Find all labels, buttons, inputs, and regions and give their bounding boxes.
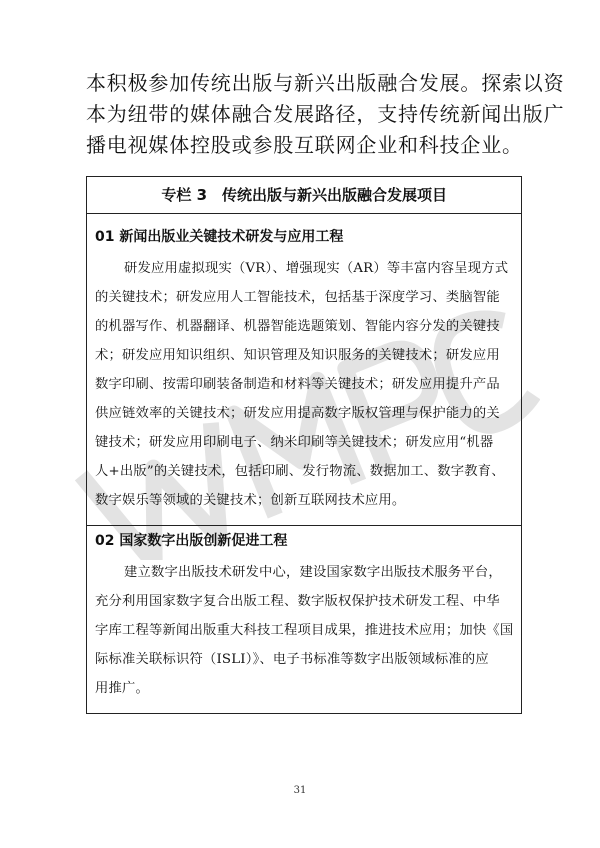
body-line: 数字娱乐等领域的关键技术；创新互联网技术应用。 xyxy=(95,493,406,508)
body-line: 际标准关联标识符（ISLI）》、电子书标准等数字出版领域标准的应 xyxy=(95,652,489,667)
body-line: 的关键技术；研发应用人工智能技术，包括基于深度学习、类脑智能 xyxy=(95,290,500,305)
body-line: 研发应用虚拟现实（VR）、增强现实（AR）等丰富内容呈现方式 xyxy=(124,261,509,276)
section-body xyxy=(87,252,521,525)
box-title: 专栏 3 传统出版与新兴出版融合发展项目 xyxy=(87,177,522,214)
body-line: 字库工程等新闻出版重大科技工程项目成果，推进技术应用；加快《国 xyxy=(95,623,514,638)
box-section-2 xyxy=(87,526,522,714)
intro-line: 本为纽带的媒体融合发展路径，支持传统新闻出版广 xyxy=(86,102,565,126)
intro-paragraph xyxy=(86,68,565,161)
body-line: 建立数字出版技术研发中心，建设国家数字出版技术服务平台， xyxy=(124,565,502,580)
intro-line: 本积极参加传统出版与新兴出版融合发展。探索以资 xyxy=(86,71,565,95)
body-line: 术；研发应用知识组织、知识管理及知识服务的关键技术；研发应用 xyxy=(95,348,500,363)
section-body xyxy=(87,556,521,713)
body-line: 数字印刷、按需印刷装备制造和材料等关键技术；研发应用提升产品 xyxy=(95,377,500,392)
body-line: 的机器写作、机器翻译、机器智能选题策划、智能内容分发的关键技 xyxy=(95,319,500,334)
body-line: 键技术；研发应用印刷电子、纳米印刷等关键技术；研发应用“机器 xyxy=(95,435,494,450)
body-line: 用推广。 xyxy=(95,681,149,696)
intro-line: 播电视媒体控股或参股互联网企业和科技企业。 xyxy=(86,133,523,157)
box-section-1 xyxy=(87,214,522,526)
feature-box xyxy=(86,176,522,714)
body-line: 充分利用国家数字复合出版工程、数字版权保护技术研发工程、中华 xyxy=(95,594,500,609)
page-number: 31 xyxy=(293,785,307,796)
body-line: 供应链效率的关键技术；研发应用提高数字版权管理与保护能力的关 xyxy=(95,406,500,421)
body-line: 人+出版”的关键技术，包括印刷、发行物流、数据加工、数字教育、 xyxy=(95,464,505,479)
section-heading: 02 国家数字出版创新促进工程 xyxy=(95,533,288,549)
section-heading: 01 新闻出版业关键技术研发与应用工程 xyxy=(95,229,344,245)
